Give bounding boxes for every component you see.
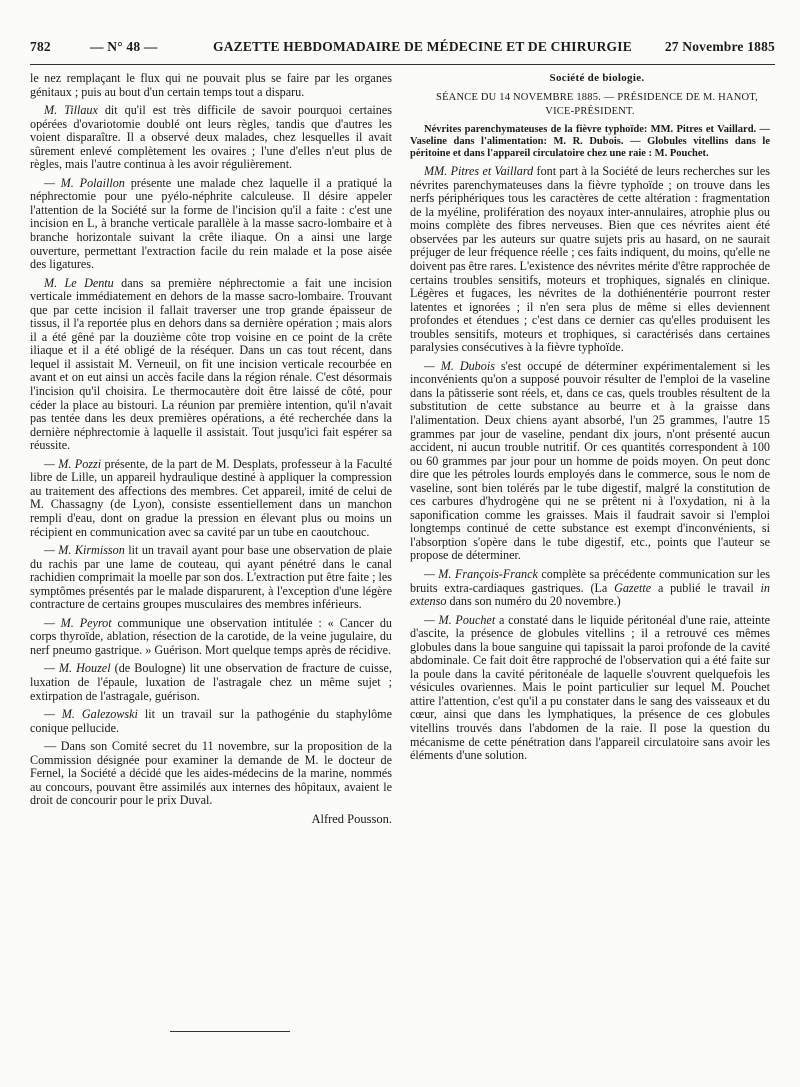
speaker-name: MM. Pitres et Vaillard <box>424 164 534 179</box>
speaker-name: — M. Polaillon <box>44 175 125 190</box>
paragraph <box>410 568 770 609</box>
paragraph <box>30 544 392 612</box>
paragraph <box>410 360 770 563</box>
paragraph <box>30 104 392 172</box>
speaker-name: — M. François-Franck <box>424 567 538 582</box>
speaker-name: — M. Pozzi <box>44 456 102 471</box>
journal-ref: Gazette <box>614 580 652 595</box>
paragraph-text: présente une malade chez laquelle il a pratiqué la néphrectomie pour une pyélo-néphrite calculeuse. Il désire appeler l'attention de la Société sur la forme de l'incision qu'il a faite : c'est une incision en L, à branche verticale parallèle à la masse sacro-lombaire et à branche horizontale suivant la crête iliaque. On a ainsi une large ouverture, permettant l'extraction facile du rein malade et la pose aisée des ligatures. <box>30 175 392 272</box>
page-number: 782 <box>30 39 51 54</box>
speaker-name: M. Le Dentu <box>44 275 114 290</box>
paragraph-text: dans sa première néphrectomie a fait une incision verticale immédiatement en dehors de la masse sacro-lombaire. Trouvant que par cette incision il fallait traverser une trop grande épaisseur de tissus, il l'a reportée plus en dehors dans sa dernière opération ; mais alors il a été gêné par la douzième côte trop voisine en ce point de la crête iliaque et il a été obligé de la réséquer. Dans un cas tout récent, dans lequel il assistait M. Verneuil, on fit une incision verticale recourbée en avant et on eut ainsi un accès facile dans la région rénale. C'est désormais l'incision qu'il choisira. Le thermocautère doit être laissé de côté, pour céder la place au bistouri. La réunion par première intention, qu'il n'avait pas tentée dans les deux premières opérations, a été recherchée dans la dernière néphrectomie à laquelle il assistait. Tout jusqu'ici fait espérer sa réussite. <box>30 275 392 453</box>
paragraph-text: présente, de la part de M. Desplats, professeur à la Faculté libre de Lille, un appareil hydraulique destiné à appliquer la compression au traitement des affections des membres. Cet appareil, imité de celui de M. Chassagny (de Lyon), consiste essentiellement dans un manchon rempli d'eau, dont on gradue la pression en élevant plus ou moins un récipient en communication avec sa cavité par un tube en caoutchouc. <box>30 456 392 539</box>
section-title: Société de biologie. <box>549 72 645 84</box>
paragraph-text: (de Boulogne) lit une observation de fracture de cuisse, luxation de l'épaule, luxation de l'astragale chez un même sujet ; extirpation de l'astragale, guérison. <box>30 661 392 703</box>
paragraph-text: communique une observation intitulée : « Cancer du corps thyroïde, ablation, résection de la carotide, de la veine jugulaire, du nerf pneumo gastrique. » Guérison. Mort quelque temps après de récidive. <box>30 615 392 657</box>
paragraph <box>30 458 392 539</box>
paragraph <box>30 617 392 658</box>
paragraph-text: dans son numéro du 20 novembre.) <box>446 594 621 609</box>
paragraph-text: complète sa précédente communication sur les bruits extra-cardiaques gastriques. (La <box>410 567 770 595</box>
paragraph-text: lit un travail ayant pour base une observation de plaie du rachis par une lame de couteau, qui ayant pénétré dans le canal rachidien comprimait la moelle par son dos. L'extraction put être faite ; les symptômes présentés par le malade disparurent, à l'exception d'une légère contracture de certains groupes musculaires des membres inférieurs. <box>30 543 392 612</box>
paragraph-text: dit qu'il est très difficile de savoir pourquoi certaines opérées d'ovariotomie doublé ont leurs règles, tandis que d'autres les voient disparaître. Il a observé deux malades, chez lesquelles il avait sûrement enlevé complètement les ovaires ; l'une d'elles n'eut plus de règles, mais l'autre continua à les avoir régulièrement. <box>30 103 392 172</box>
paragraph <box>30 662 392 703</box>
paragraph <box>30 277 392 453</box>
issue-number: — N° 48 — <box>90 39 158 54</box>
session-summary: Névrites parenchymateuses de la fièvre typhoïde: MM. Pitres et Vaillard. — Vaseline dans l'alimentation: M. R. Dubois. — Globules vitellins dans le péritoine et dans l'appareil circulatoire chez une raie : M. Pouchet. <box>410 123 770 159</box>
paragraph-text: font part à la Société de leurs recherches sur les névrites parenchymateuses dans la fièvre typhoïde ; on trouve dans les nerfs périphériques tous les caractères de cette altération : fragmentation de la myéline, prolifération des noyaux inter-annulaires, atrophie plus ou moins complète des fibres nerveuses. Bien que ces névrites aient été observées par les auteurs sur quatre sujets pris au hasard, on ne saurait préjuger de leur fréquence réelle ; ces faits indiquent, du moins, qu'elle ne doivent pas être rares. L'existence des névrites mérite d'être rapprochée de certains troubles sensitifs, moteurs et trophiques, signalés en clinique. Légères et fugaces, les névrites de la dothiénentérie pourront rester latentes et ignorées ; il n'en sera plus de même si elles deviennent profondes et étendues ; c'est dans ce dernier cas qu'elles produisent les troubles sensitifs, moteurs et trophiques, si caractérisés dans certaines paralysies consécutives à la fièvre typhoïde. <box>410 164 770 355</box>
author-signature: Alfred Pousson. <box>311 811 392 826</box>
paragraph-text: s'est occupé de déterminer expérimentalement si les inconvénients qu'on a supposé pouvoir résulter de l'emploi de la vaseline dans la pâtisserie sont réels, et, dans ce cas, quels troubles résultent de la substitution de cette substance au beurre et à la graisse dans l'alimentation. Deux chiens ayant absorbé, l'un 25 grammes, l'autre 15 grammes par jour de vaseline, pendant dix jours, n'ont présenté aucun accident, ni aucun trouble nutritif. Or ces quantités correspondent à 100 ou 60 grammes par jour pour un homme de poids moyen. On peut donc dire que les pétroles lourds employés dans le commerce, sous le nom de vaseline, sont bien tolérés par le tube digestif, malgré la constitution de ces carbures d'hydrogène qui ne se prêtent ni à l'oxydation, ni à la saponification comme les graisses. Mais il faudrait savoir si l'emploi longtemps continué de cette substance est exempt d'inconvénients, si l'absorption s'opère dans le tube digestif, etc., points que l'auteur se propose de déterminer. <box>410 358 770 563</box>
paragraph <box>30 708 392 735</box>
speaker-name: — M. Peyrot <box>44 615 112 630</box>
speaker-name: M. Tillaux <box>44 103 98 118</box>
paragraph-text: a publié le travail <box>651 580 761 595</box>
speaker-name: — M. Dubois <box>424 358 495 373</box>
paragraph-text: lit un travail sur la pathogénie du staphylôme conique pellucide. <box>30 707 392 735</box>
speaker-name: — M. Galezowski <box>44 707 138 722</box>
paragraph-text: a constaté dans le liquide péritonéal d'une raie, atteinte d'ascite, la présence de globules vitellins ; il a retrouvé ces mêmes globules dans la boue sanguine qui tapissait la paroi profonde de la cavité abdominale. Ce fait doit être rapproché de l'observation qui a été faite sur la poule dans la cavité péritonéale de laquelle s'ouvrent quelquefois les vésicules ovariennes. Mais le point particulier sur lequel M. Pouchet attire l'attention, c'est qu'il a pu constater dans le sang des vaisseaux et du cœur, ainsi que dans les lymphatiques, la présence de ces globules vitellins trouvés dans l'abdomen de la raie. Il pose la question du mécanisme de cette pénétration dans l'appareil circulatoire sans avoir les éléments d'une solution. <box>410 612 771 763</box>
paragraph <box>410 165 770 355</box>
left-column <box>30 72 392 831</box>
paragraph: — Dans son Comité secret du 11 novembre, sur la proposition de la Commission désignée pour examiner la demande de M. le docteur de Fernel, la Société a décidé que les aides-médecins de la marine, nommés au concours, pouvant être assimilés aux internes des hôpitaux, avaient le droit de concourir pour le prix Duval. <box>30 739 392 808</box>
paragraph <box>410 614 770 763</box>
running-header <box>30 39 775 61</box>
paragraph <box>30 177 392 272</box>
section-divider <box>170 1031 290 1032</box>
paragraph: le nez remplaçant le flux qui ne pouvait plus se faire par les organes génitaux ; puis au bout d'un certain temps tout a disparu. <box>30 71 392 99</box>
journal-title: GAZETTE HEBDOMADAIRE DE MÉDECINE ET DE CHIRURGIE <box>213 39 632 54</box>
latin-phrase: in extenso <box>410 580 770 609</box>
speaker-name: — M. Houzel <box>44 661 111 676</box>
right-column <box>410 72 770 768</box>
speaker-name: — M. Pouchet <box>424 612 496 627</box>
speaker-name: — M. Kirmisson <box>44 543 125 558</box>
issue-date: 27 Novembre 1885 <box>664 39 775 54</box>
session-heading: SÉANCE DU 14 NOVEMBRE 1885. — PRÉSIDENCE DE M. HANOT, VICE-PRÉSIDENT. <box>436 91 758 117</box>
header-rule <box>30 64 775 65</box>
